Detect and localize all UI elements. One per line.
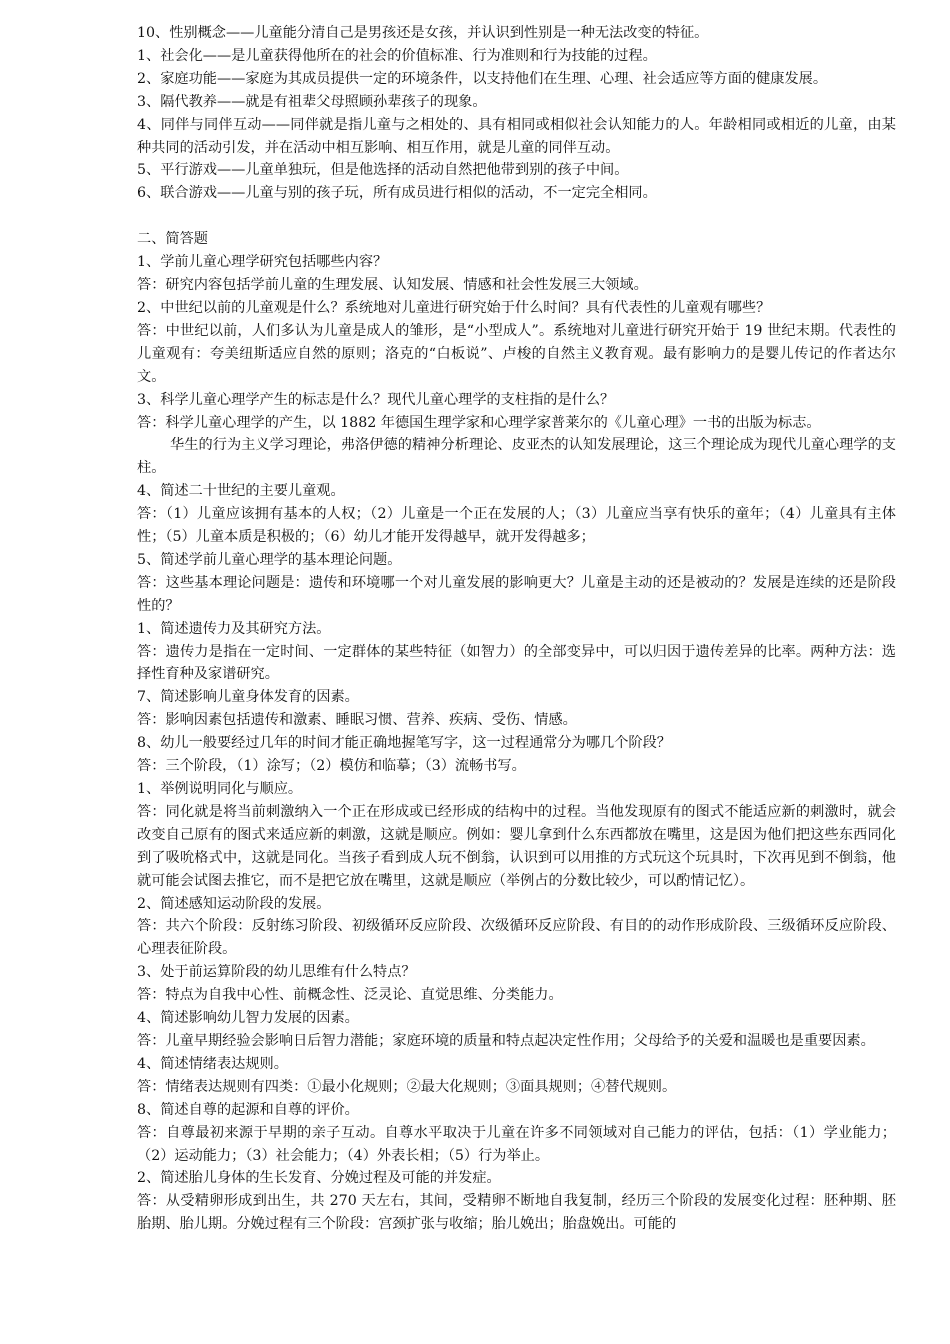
question: 2、简述胎儿身体的生长发育、分娩过程及可能的并发症。	[137, 1170, 501, 1187]
question: 4、简述二十世纪的主要儿童观。	[137, 483, 345, 500]
text-line: 10、性别概念——儿童能分清自己是男孩还是女孩，并认识到性别是一种无法改变的特征。	[137, 25, 709, 41]
document-page	[137, 22, 896, 1236]
text-line: 2、家庭功能——家庭为其成员提供一定的环境条件，以支持他们在生理、心理、社会适应等方面的健康发展。	[137, 70, 828, 87]
question: 2、中世纪以前的儿童观是什么？系统地对儿童进行研究始于什么时间？具有代表性的儿童观有哪些？	[137, 299, 771, 316]
answer: 答：科学儿童心理学的产生，以 1882 年德国生理学家和心理学家普莱尔的《儿童心理》一书的出版为标志。	[137, 414, 821, 431]
text-line: 6、联合游戏——儿童与别的孩子玩，所有成员进行相似的活动，不一定完全相同。	[137, 185, 657, 202]
section-heading: 二、简答题	[137, 231, 208, 248]
question: 3、处于前运算阶段的幼儿思维有什么特点？	[137, 964, 416, 981]
question: 7、简述影响儿童身体发育的因素。	[137, 689, 359, 706]
question: 5、简述学前儿童心理学的基本理论问题。	[137, 551, 402, 568]
question: 4、简述影响幼儿智力发展的因素。	[137, 1010, 359, 1027]
text-line: 5、平行游戏——儿童单独玩，但是他选择的活动自然把他带到别的孩子中间。	[137, 162, 629, 179]
answer: 答：遗传力是指在一定时间、一定群体的某些特征（如智力）的全部变异中，可以归因于遗传差异的比率。两种方法：选择性育种及家谱研究。	[137, 643, 896, 683]
blank-line	[137, 205, 896, 228]
answer: 答：同化就是将当前刺激纳入一个正在形成或已经形成的结构中的过程。当他发现原有的图式不能适应新的刺激时，就会改变自己原有的图式来适应新的刺激，这就是顺应。例如：婴儿拿到什么东西都放在嘴里，这是因为他们把这些东西同化到了吸吮格式中，这就是同化。当孩子看到成人玩不倒翁，认识到可以用推的方式玩这个玩具时，下次再见到不倒翁，他就可能会试图去推它，而不是把它放在嘴里，这就是顺应（举例占的分数比较少，可以酌情记忆）。	[137, 803, 896, 889]
answer: 答：中世纪以前，人们多认为儿童是成人的雏形，是“小型成人”。系统地对儿童进行研究开始于 19 世纪末期。代表性的儿童观有：夸美纽斯适应自然的原则；洛克的“白板说”、卢梭的自然主义教育观。最有影响力的是婴儿传记的作者达尔文。	[137, 322, 896, 385]
answer-continued: 华生的行为主义学习理论，弗洛伊德的精神分析理论、皮亚杰的认知发展理论，这三个理论成为现代儿童心理学的支柱。	[137, 437, 896, 477]
answer: 答：这些基本理论问题是：遗传和环境哪一个对儿童发展的影响更大？儿童是主动的还是被动的？发展是连续的还是阶段性的？	[137, 574, 896, 614]
text-line: 4、同伴与同伴互动——同伴就是指儿童与之相处的、具有相同或相似社会认知能力的人。年龄相同或相近的儿童，由某种共同的活动引发，并在活动中相互影响、相互作用，就是儿童的同伴互动。	[137, 116, 896, 156]
answer: 答：三个阶段，（1）涂写；（2）模仿和临摹；（3）流畅书写。	[137, 758, 526, 775]
answer: 答：从受精卵形成到出生，共 270 天左右，其间，受精卵不断地自我复制，经历三个阶段的发展变化过程：胚种期、胚胎期、胎儿期。分娩过程有三个阶段：宫颈扩张与收缩；胎儿娩出；胎盘娩出。可能的	[137, 1193, 896, 1233]
text-line: 1、社会化——是儿童获得他所在的社会的价值标准、行为准则和行为技能的过程。	[137, 47, 657, 64]
question: 1、简述遗传力及其研究方法。	[137, 620, 331, 637]
answer: 答：特点为自我中心性、前概念性、泛灵论、直觉思维、分类能力。	[137, 987, 563, 1004]
answer: 答：影响因素包括遗传和激素、睡眠习惯、营养、疾病、受伤、情感。	[137, 712, 577, 729]
question: 8、简述自尊的起源和自尊的评价。	[137, 1101, 359, 1118]
answer: 答：共六个阶段：反射练习阶段、初级循环反应阶段、次级循环反应阶段、有目的的动作形成阶段、三级循环反应阶段、心理表征阶段。	[137, 918, 896, 958]
question: 1、学前儿童心理学研究包括哪些内容？	[137, 254, 388, 271]
question: 8、幼儿一般要经过几年的时间才能正确地握笔写字，这一过程通常分为哪几个阶段？	[137, 735, 671, 752]
text-line: 3、隔代教养——就是有祖辈父母照顾孙辈孩子的现象。	[137, 93, 487, 110]
answer: 答：情绪表达规则有四类：①最小化规则；②最大化规则；③面具规则；④替代规则。	[137, 1078, 677, 1095]
answer: 答：研究内容包括学前儿童的生理发展、认知发展、情感和社会性发展三大领域。	[137, 277, 648, 294]
answer: 答：自尊最初来源于早期的亲子互动。自尊水平取决于儿童在许多不同领域对自己能力的评估，包括：（1）学业能力；（2）运动能力；（3）社会能力；（4）外表长相；（5）行为举止。	[137, 1124, 896, 1164]
answer: 答：（1）儿童应该拥有基本的人权；（2）儿童是一个正在发展的人；（3）儿童应当享有快乐的童年；（4）儿童具有主体性；（5）儿童本质是积极的；（6）幼儿才能开发得越早，就开发得越多；	[137, 506, 896, 546]
question: 4、简述情绪表达规则。	[137, 1055, 288, 1072]
question: 2、简述感知运动阶段的发展。	[137, 895, 331, 912]
question: 1、举例说明同化与顺应。	[137, 781, 303, 797]
answer: 答：儿童早期经验会影响日后智力潜能；家庭环境的质量和特点起决定性作用；父母给予的关爱和温暖也是重要因素。	[137, 1032, 875, 1049]
question: 3、科学儿童心理学产生的标志是什么？现代儿童心理学的支柱指的是什么？	[137, 391, 615, 408]
